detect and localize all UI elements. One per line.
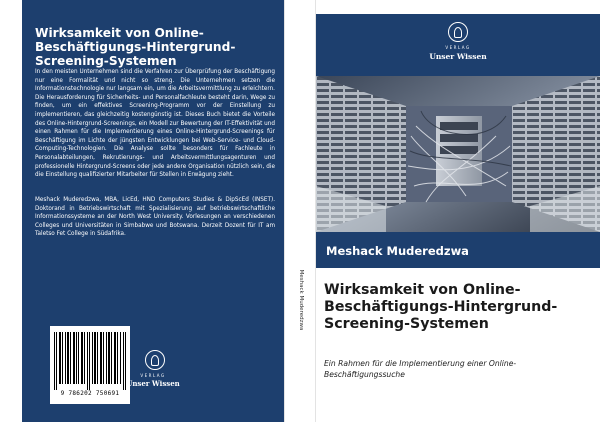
back-cover-blurb: In den meisten Unternehmen sind die Verfahren zur Überprüfung der Beschäftigung nur eine Formalität und nicht so streng. Die Unternehmen setzen die Informationstechnologie nur langsam ein, um die Arbeitsvermittlung zu erleichtern. Die Herausforderung für Sicherheits- und Personalfachleute besteht darin, Wege zu finden, um ein effektives Screening-Programm vor der Einstellung zu implementieren, das gleichzeitig kostengünstig ist. Dieses Buch bietet die Vorteile des Online-Hintergrund-Screenings, ein Modell zur Bewertung der IT-Effektivität und einen Rahmen für die Implementierung eines Online-Hintergrund-Screenings für Beschäftigung im Lichte der jüngsten Entwicklungen bei Web-Service- und Cloud-Computing-Technologien. Die Analyse sollte besonders für Fachleute in Personalabteilungen, Rekrutierungs- und Arbeitsvermittlungsagenturen und professionelle Hintergrund-Screens oder jede andere Organisation nützlich sein, die die Einstellung qualifizierter Mitarbeiter für Stellen in Erwägung zieht. [35, 69, 275, 179]
publisher-name: Unser Wissen [126, 379, 180, 388]
author-bio: Meshack Muderedzwa, MBA, LicEd, HND Computers Studies & DipScEd (INSET). Doktorand in Betriebswirtschaft mit Spezialisierung auf betriebswirtschaftliche Informationssysteme an der North West University. Vorlesungen an verschiedenen Colleges und Universitäten in Simbabwe und Botswana. Derzeit Dozent für IT am Taletso Fet College in Südafrika. [35, 197, 275, 238]
publisher-tag: VERLAG [140, 373, 166, 378]
cover-image-server-cables [316, 76, 600, 232]
back-cover-title: Wirksamkeit von Online-Beschäftigungs-Hintergrund-Screening-Systemen [35, 26, 236, 68]
back-cover [22, 0, 284, 422]
front-cover-subtitle: Ein Rahmen für die Implementierung einer Online-Beschäftigungssuche [324, 359, 517, 379]
front-cover-title: Wirksamkeit von Online-Beschäftigungs-Hintergrund-Screening-Systemen [324, 282, 558, 332]
front-cover [316, 0, 600, 422]
front-cover-author: Meshack Muderedzwa [326, 244, 469, 258]
publisher-name: Unser Wissen [429, 52, 487, 61]
publisher-seal-icon [145, 350, 165, 370]
publisher-tag: VERLAG [445, 45, 471, 50]
publisher-seal-icon [448, 22, 468, 42]
spine-author: Meshack Muderedzwa [298, 269, 304, 331]
server-rack-illustration [316, 76, 600, 232]
isbn-barcode [50, 326, 130, 404]
spine [284, 0, 316, 422]
isbn-digits: 9 786202 750691 [60, 390, 120, 397]
